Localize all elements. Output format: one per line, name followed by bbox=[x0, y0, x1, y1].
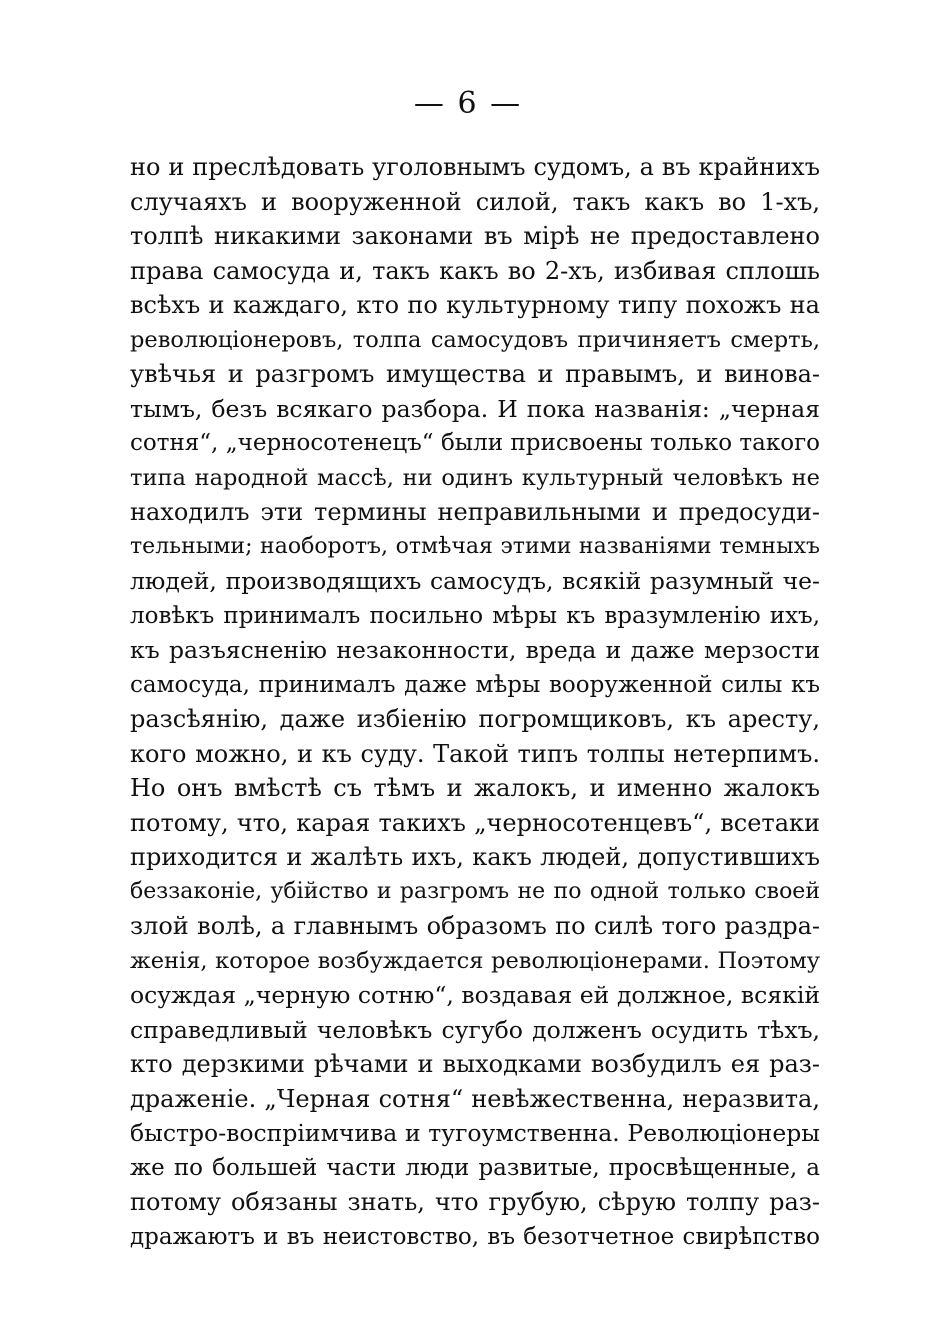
text-line: права самосуда и, такъ какъ во 2-хъ, избивая сплошь bbox=[130, 256, 820, 285]
text-line: всѣхъ и каждаго, кто по культурному типу похожъ на bbox=[130, 291, 820, 319]
text-line: потому обязаны знать, что грубую, сѣрую толпу раз- bbox=[130, 1188, 820, 1216]
text-line: сотня“, „черносотенецъ“ были присвоены только такого bbox=[130, 430, 820, 456]
text-line: кто дерзкими рѣчами и выходками возбудилъ ея раз- bbox=[130, 1050, 820, 1078]
text-line: дражаютъ и въ неистовство, въ безотчетное свирѣпство bbox=[130, 1223, 820, 1250]
text-line: къ разъясненію незаконности, вреда и даже мерзости bbox=[130, 636, 820, 664]
text-line: ловѣкъ принималъ посильно мѣры къ вразумленію ихъ, bbox=[130, 602, 820, 629]
text-line: типа народной массѣ, ни одинъ культурный человѣкъ не bbox=[130, 464, 820, 491]
body-text bbox=[130, 150, 820, 1254]
text-line: тельными; наоборотъ, отмѣчая этими названіями темныхъ bbox=[130, 533, 820, 559]
text-line: людей, производящихъ самосудъ, всякій разумный че- bbox=[130, 567, 820, 595]
text-line: же по большей части люди развитые, просвѣщенные, а bbox=[130, 1154, 820, 1181]
text-line: но и преслѣдовать уголовнымъ судомъ, а въ крайнихъ bbox=[130, 153, 820, 181]
text-line: справедливый человѣкъ сугубо долженъ осудить тѣхъ, bbox=[130, 1015, 820, 1044]
text-line: случаяхъ и вооруженной силой, такъ какъ во 1-хъ, bbox=[130, 187, 820, 216]
text-line: тымъ, безъ всякаго разбора. И пока названія: „черная bbox=[130, 394, 820, 423]
text-line: разсѣянію, даже избіенію погромщиковъ, къ аресту, bbox=[130, 705, 820, 733]
text-line: приходится и жалѣть ихъ, какъ людей, допустившихъ bbox=[130, 843, 820, 871]
text-line: злой волѣ, а главнымъ образомъ по силѣ того раздра- bbox=[130, 912, 820, 940]
text-line: находилъ эти термины неправильными и предосуди- bbox=[130, 498, 820, 526]
text-line: Но онъ вмѣстѣ съ тѣмъ и жалокъ, и именно жалокъ bbox=[130, 774, 820, 802]
text-line: толпѣ никакими законами въ мірѣ не предоставлено bbox=[130, 222, 820, 250]
text-line: женія, которое возбуждается революціонерами. Поэтому bbox=[130, 947, 820, 974]
text-line: беззаконіе, убійство и разгромъ не по одной только своей bbox=[130, 878, 820, 904]
text-line: потому, что, карая такихъ „черносотенцевъ“, всетаки bbox=[130, 808, 820, 837]
text-line: революціонеровъ, толпа самосудовъ причиняетъ смерть, bbox=[130, 326, 820, 353]
text-line: осуждая „черную сотню“, воздавая ей должное, всякій bbox=[130, 981, 820, 1009]
page-number: — 6 — bbox=[413, 86, 523, 121]
text-line: кого можно, и къ суду. Такой типъ толпы нетерпимъ. bbox=[130, 739, 820, 768]
text-line: драженіе. „Черная сотня“ невѣжественна, неразвита, bbox=[130, 1084, 820, 1113]
text-line: увѣчья и разгромъ имущества и правымъ, и винова- bbox=[130, 360, 820, 388]
text-line: быстро-воспріимчива и тугоумственна. Революціонеры bbox=[130, 1119, 820, 1147]
text-line: самосуда, принималъ даже мѣры вооруженной силы къ bbox=[130, 671, 820, 698]
